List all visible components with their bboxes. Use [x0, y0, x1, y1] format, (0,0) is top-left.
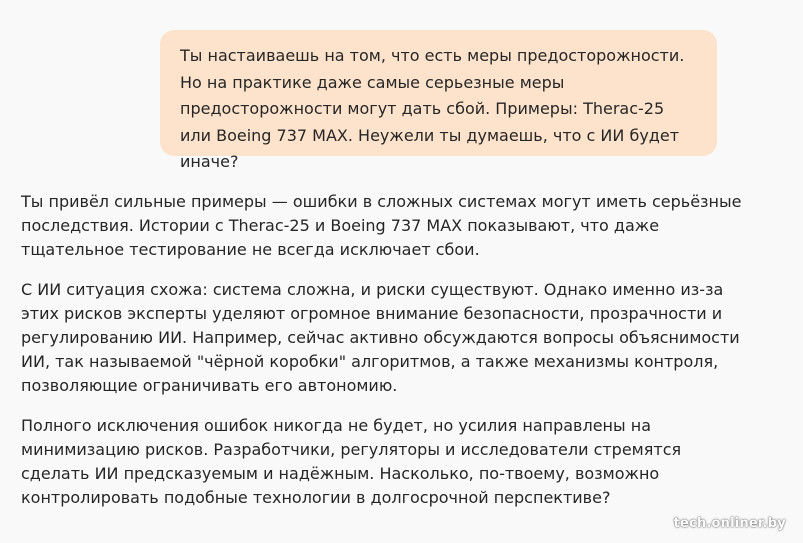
assistant-paragraph-2: С ИИ ситуация схожа: система сложна, и риски существуют. Однако именно из-за этих рисков эксперты уделяют огромное внимание безопасности, прозрачности и регулированию ИИ. Например, сейчас активно обсуждаются вопросы объяснимости ИИ, так называемой "чёрной коробки" алгоритмов, а также механизмы контроля, позволяющие ограничивать его автономию. [21, 280, 740, 395]
user-message-text: Ты настаиваешь на том, что есть меры предосторожности. Но на практике даже самые серьезные меры предосторожности могут дать сбой. Примеры: Therac-25 или Boeing 737 MAX. Неужели ты думаешь, что с ИИ будет иначе? [180, 46, 685, 171]
assistant-message [21, 190, 751, 526]
assistant-paragraph-1: Ты привёл сильные примеры — ошибки в сложных системах могут иметь серьёзные последствия. Истории с Therac-25 и Boeing 737 MAX показывают, что даже тщательное тестирование не всегда исключает сбои. [21, 192, 742, 259]
watermark: tech.onliner.by [673, 516, 786, 531]
assistant-paragraph-3: Полного исключения ошибок никогда не будет, но усилия направлены на минимизацию рисков. Разработчики, регуляторы и исследователи стремятся сделать ИИ предсказуемым и надёжным. Насколько, по-твоему, возможно контролировать подобные технологии в долгосрочной перспективе? [21, 416, 682, 507]
user-message-bubble [160, 30, 717, 171]
